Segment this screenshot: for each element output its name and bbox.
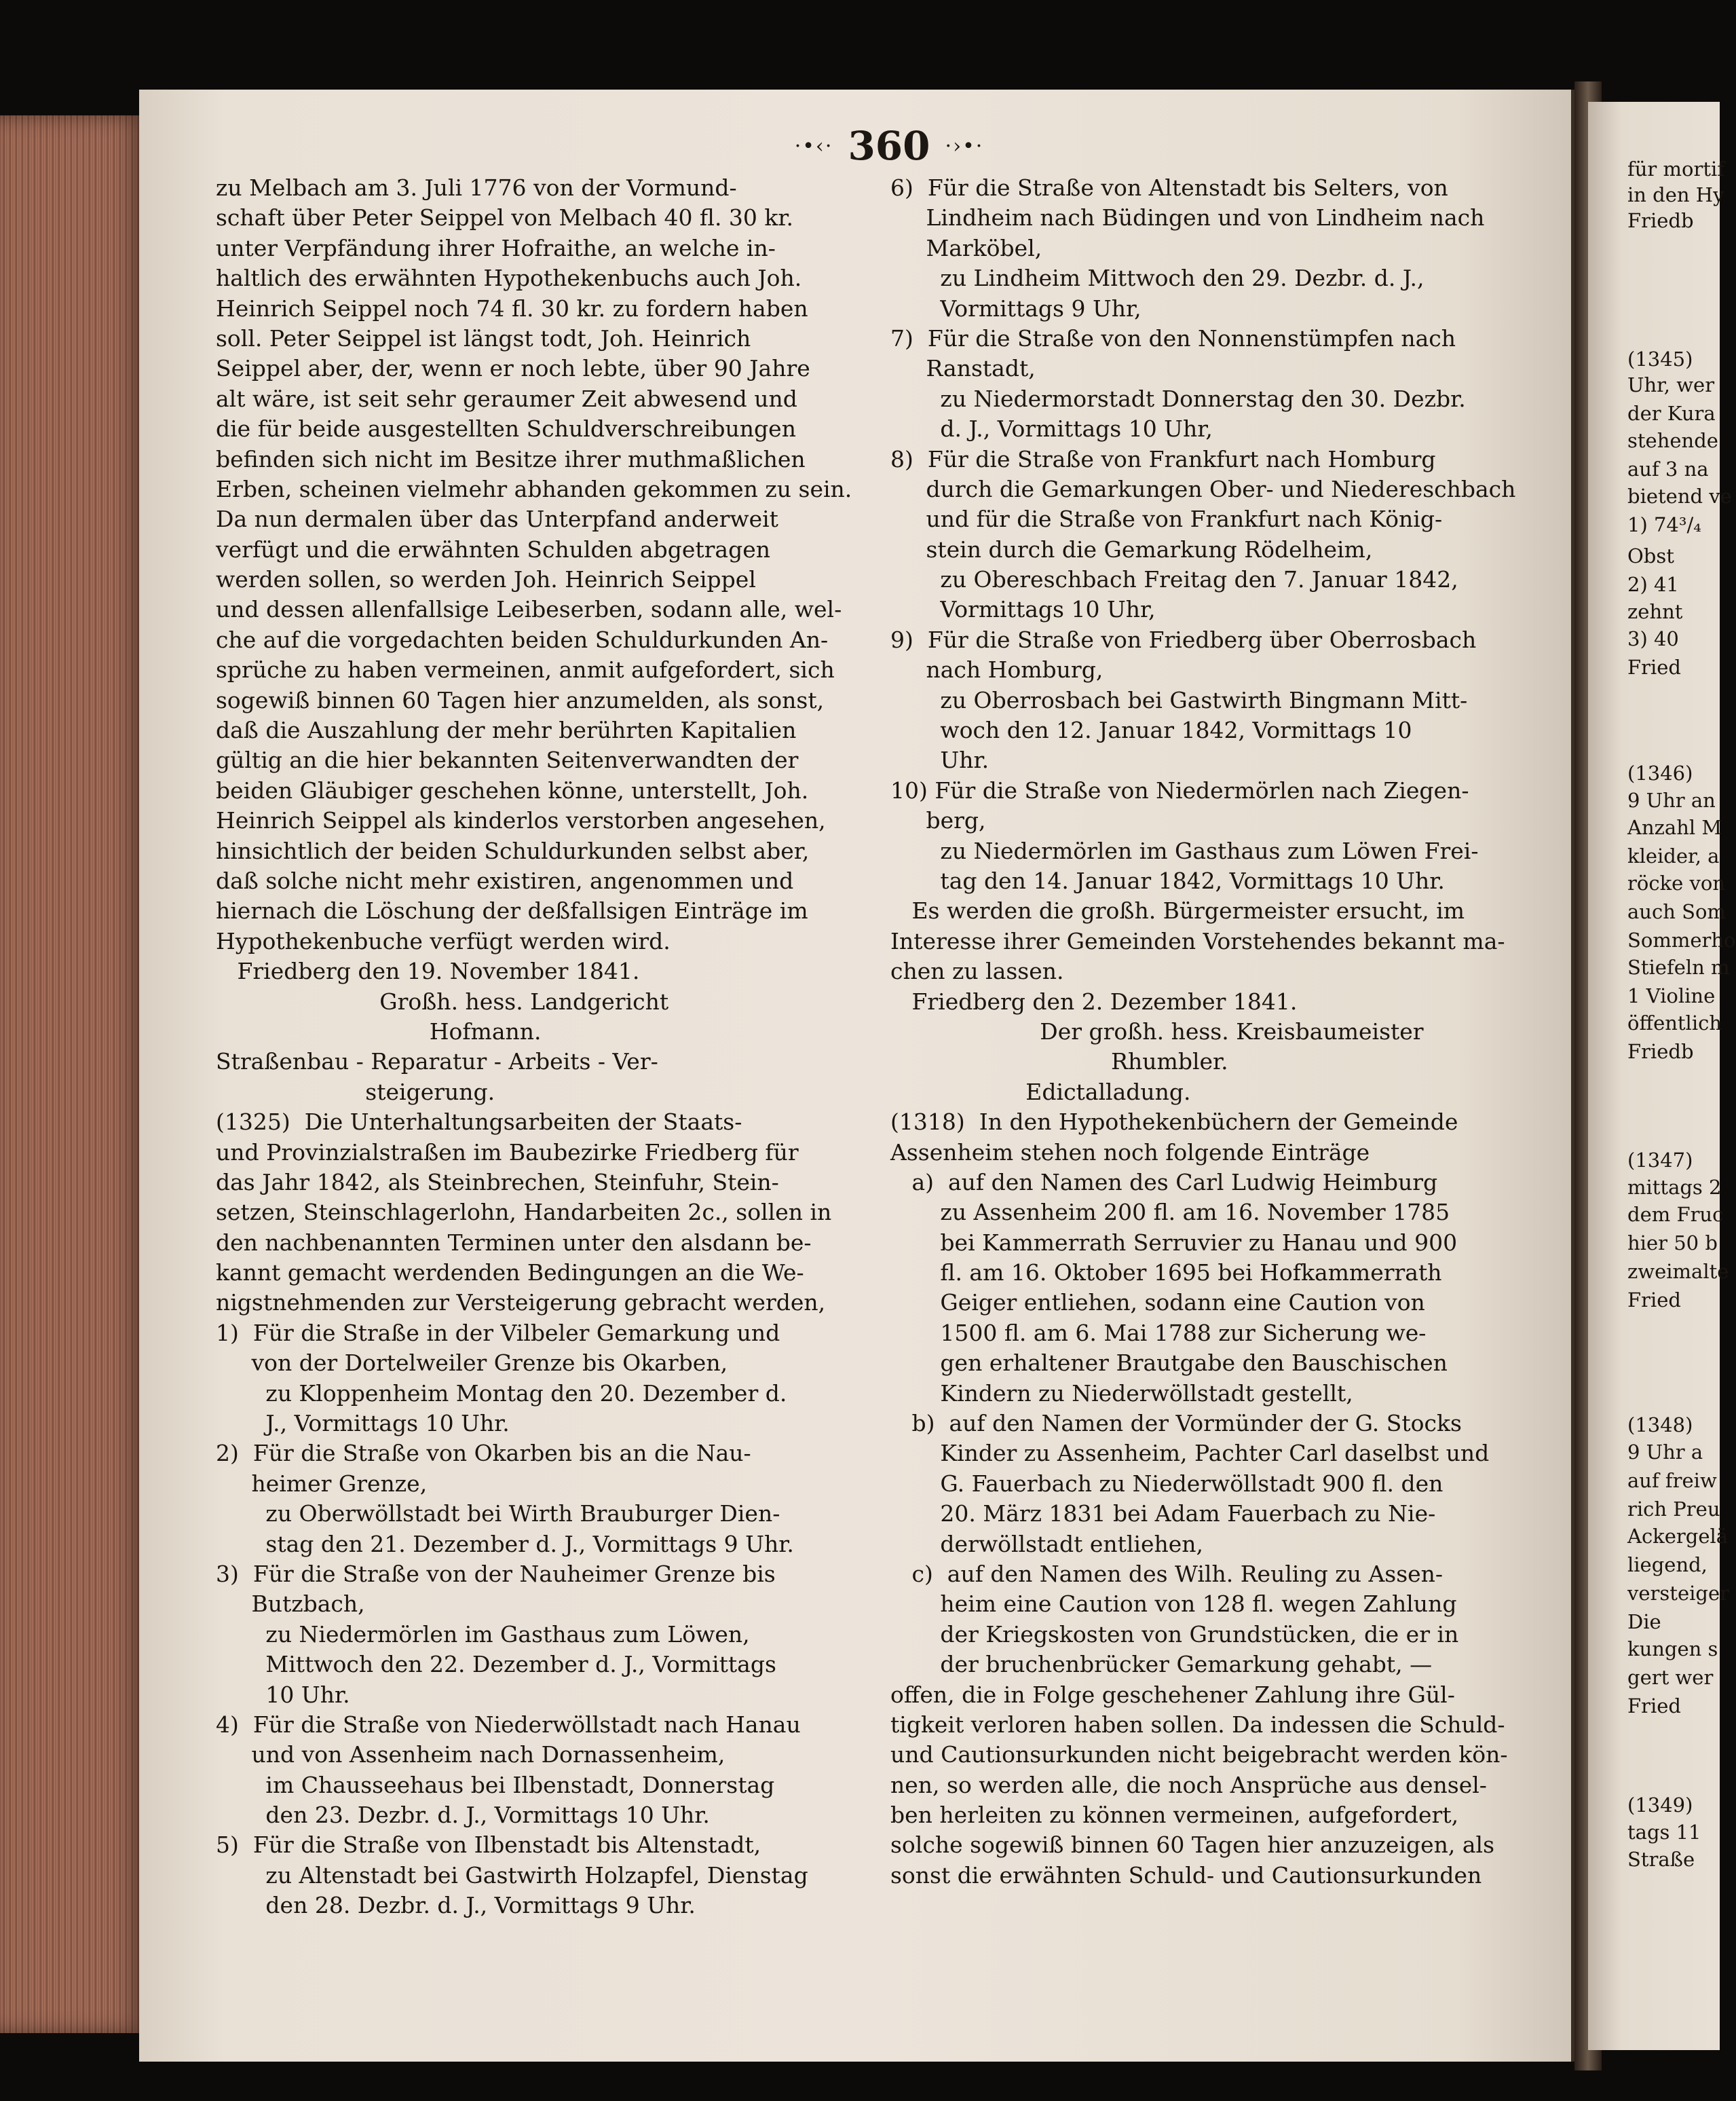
text-line: daß solche nicht mehr existiren, angenommen und: [216, 867, 794, 894]
next-page-line: Fried: [1627, 1694, 1681, 1717]
text-line: befinden sich nicht im Besitze ihrer muthmaßlichen: [216, 445, 806, 472]
text-line: J., Vormittags 10 Uhr.: [216, 1410, 510, 1437]
text-line: heimer Grenze,: [216, 1470, 428, 1497]
next-page-line: in den Hy: [1627, 183, 1724, 206]
text-line: Hofmann.: [216, 1018, 542, 1045]
next-page-line: 1) 74³/₄: [1627, 513, 1701, 536]
text-line: che auf die vorgedachten beiden Schuldurkunden An-: [216, 626, 829, 653]
next-page-line: Anzahl M: [1627, 816, 1722, 839]
next-page-line: Sommerho: [1627, 929, 1736, 952]
text-line: das Jahr 1842, als Steinbrechen, Steinfuhr, Stein-: [216, 1168, 779, 1195]
text-line: hinsichtlich der beiden Schuldurkunden selbst aber,: [216, 837, 810, 864]
text-line: Friedberg den 19. November 1841.: [216, 958, 640, 985]
text-line: zu Altenstadt bei Gastwirth Holzapfel, Dienstag: [216, 1861, 808, 1889]
next-page-line: rich Preu: [1627, 1498, 1720, 1521]
page-header: [747, 122, 1032, 170]
next-page-line: (1345): [1627, 348, 1693, 371]
text-line: die für beide ausgestellten Schuldverschreibungen: [216, 415, 796, 443]
text-line: heim eine Caution von 128 fl. wegen Zahlung: [890, 1591, 1457, 1618]
header-ornament-right: ·›•·: [945, 134, 984, 158]
text-line: und dessen allenfallsige Leibeserben, sodann alle, wel-: [216, 596, 842, 623]
text-line: 8) Für die Straße von Frankfurt nach Homburg: [890, 445, 1436, 472]
text-line: zu Kloppenheim Montag den 20. Dezember d.: [216, 1379, 787, 1407]
text-line: zu Niedermörlen im Gasthaus zum Löwen Frei-: [890, 837, 1479, 864]
text-line: gen erhaltener Brautgabe den Bauschischen: [890, 1350, 1448, 1377]
text-line: 4) Für die Straße von Niederwöllstadt nach Hanau: [216, 1711, 801, 1738]
next-page-line: Friedb: [1627, 1040, 1694, 1063]
text-line: bei Kammerrath Serruvier zu Hanau und 900: [890, 1229, 1458, 1256]
text-line: durch die Gemarkungen Ober- und Niedereschbach: [890, 475, 1516, 502]
text-line: 10) Für die Straße von Niedermörlen nach Ziegen-: [890, 777, 1469, 804]
text-line: Friedberg den 2. Dezember 1841.: [890, 988, 1298, 1015]
next-page-line: zehnt: [1627, 600, 1683, 623]
next-page-line: Uhr, wer: [1627, 373, 1715, 396]
text-line: daß die Auszahlung der mehr berührten Kapitalien: [216, 717, 797, 744]
text-line: nigstnehmenden zur Versteigerung gebracht werden,: [216, 1289, 826, 1316]
text-line: berg,: [890, 807, 986, 834]
text-line: sonst die erwähnten Schuld- und Cautionsurkunden: [890, 1861, 1482, 1889]
text-line: verfügt und die erwähnten Schulden abgetragen: [216, 536, 770, 563]
next-page-line: 2) 41: [1627, 573, 1679, 596]
text-line: offen, die in Folge geschehener Zahlung ihre Gül-: [890, 1681, 1455, 1708]
next-page-line: Stiefeln m: [1627, 956, 1730, 979]
next-page-line: versteiger: [1627, 1582, 1729, 1605]
text-line: 7) Für die Straße von den Nonnenstümpfen nach: [890, 324, 1456, 352]
next-page-line: liegend,: [1627, 1553, 1707, 1576]
next-page-line: Friedb: [1627, 209, 1694, 232]
text-line: Vormittags 9 Uhr,: [890, 295, 1141, 322]
text-line: zu Niedermörlen im Gasthaus zum Löwen,: [216, 1620, 750, 1648]
text-line: chen zu lassen.: [890, 958, 1064, 985]
text-line: schaft über Peter Seippel von Melbach 40 fl. 30 kr.: [216, 204, 794, 231]
next-page-line: 9 Uhr an: [1627, 789, 1716, 812]
right-text-column: [890, 173, 1515, 1891]
text-line: unter Verpfändung ihrer Hofraithe, an welche in-: [216, 234, 776, 261]
text-line: 2) Für die Straße von Okarben bis an die Nau-: [216, 1440, 751, 1467]
text-line: tigkeit verloren haben sollen. Da indessen die Schuld-: [890, 1711, 1505, 1738]
next-page-line: zweimalte: [1627, 1260, 1729, 1283]
text-line: Interesse ihrer Gemeinden Vorstehendes bekannt ma-: [890, 927, 1505, 954]
text-line: werden sollen, so werden Joh. Heinrich Seippel: [216, 566, 756, 593]
next-page-line: bietend ve: [1627, 485, 1732, 508]
text-line: 5) Für die Straße von Ilbenstadt bis Altenstadt,: [216, 1832, 761, 1859]
text-line: 3) Für die Straße von der Nauheimer Grenze bis: [216, 1560, 776, 1587]
text-line: b) auf den Namen der Vormünder der G. Stocks: [890, 1410, 1462, 1437]
text-line: und von Assenheim nach Dornassenheim,: [216, 1741, 725, 1768]
text-line: und für die Straße von Frankfurt nach König-: [890, 506, 1443, 533]
text-line: c) auf den Namen des Wilh. Reuling zu Assen-: [890, 1560, 1443, 1587]
text-line: Geiger entliehen, sodann eine Caution von: [890, 1289, 1425, 1316]
text-line: sprüche zu haben vermeinen, anmit aufgefordert, sich: [216, 656, 835, 684]
next-page-line: (1348): [1627, 1413, 1693, 1436]
text-line: (1318) In den Hypothekenbüchern der Gemeinde: [890, 1109, 1458, 1136]
next-page-line: röcke von: [1627, 872, 1726, 895]
text-line: stein durch die Gemarkung Rödelheim,: [890, 536, 1373, 563]
next-page-line: 3) 40: [1627, 627, 1679, 650]
text-line: gültig an die hier bekannten Seitenverwandten der: [216, 747, 799, 774]
text-line: haltlich des erwähnten Hypothekenbuchs auch Joh.: [216, 265, 802, 292]
text-line: hiernach die Löschung der deßfallsigen Einträge im: [216, 897, 808, 925]
text-line: sogewiß binnen 60 Tagen hier anzumelden, als sonst,: [216, 686, 825, 713]
text-line: Butzbach,: [216, 1591, 365, 1618]
text-line: Da nun dermalen über das Unterpfand anderweit: [216, 506, 778, 533]
text-line: beiden Gläubiger geschehen könne, unterstellt, Joh.: [216, 777, 809, 804]
next-page-line: für mortif: [1627, 157, 1724, 181]
text-line: d. J., Vormittags 10 Uhr,: [890, 415, 1213, 443]
text-line: den nachbenannten Terminen unter den alsdann be-: [216, 1229, 812, 1256]
next-page-line: auf 3 na: [1627, 458, 1709, 481]
text-line: fl. am 16. Oktober 1695 bei Hofkammerrath: [890, 1259, 1442, 1286]
text-line: Mittwoch den 22. Dezember d. J., Vormittags: [216, 1651, 776, 1678]
next-page-line: auch Som: [1627, 900, 1726, 923]
page-number: 360: [848, 123, 930, 169]
next-page-line: öffentlich: [1627, 1011, 1722, 1035]
next-page-line: Fried: [1627, 656, 1681, 679]
text-line: Großh. hess. Landgericht: [216, 988, 669, 1015]
text-line: den 23. Dezbr. d. J., Vormittags 10 Uhr.: [216, 1802, 710, 1829]
text-line: und Cautionsurkunden nicht beigebracht werden kön-: [890, 1741, 1508, 1768]
text-line: tag den 14. Januar 1842, Vormittags 10 Uhr.: [890, 867, 1445, 894]
text-line: ben herleiten zu können vermeinen, aufgefordert,: [890, 1802, 1459, 1829]
text-line: Seippel aber, der, wenn er noch lebte, über 90 Jahre: [216, 355, 810, 382]
next-page-line: tags 11: [1627, 1821, 1701, 1844]
text-line: Kinder zu Assenheim, Pachter Carl daselbst und: [890, 1440, 1490, 1467]
text-line: 6) Für die Straße von Altenstadt bis Selters, von: [890, 174, 1448, 201]
next-page-line: Fried: [1627, 1288, 1681, 1312]
text-line: (1325) Die Unterhaltungsarbeiten der Staats-: [216, 1109, 742, 1136]
text-line: Heinrich Seippel noch 74 fl. 30 kr. zu fordern haben: [216, 295, 808, 322]
text-line: zu Assenheim 200 fl. am 16. November 1785: [890, 1199, 1450, 1226]
text-line: zu Niedermorstadt Donnerstag den 30. Dezbr.: [890, 385, 1466, 412]
next-page-line: dem Fruc: [1627, 1203, 1724, 1226]
text-line: der Kriegskosten von Grundstücken, die er in: [890, 1620, 1459, 1648]
next-page-line: 9 Uhr a: [1627, 1440, 1703, 1464]
text-line: Hypothekenbuche verfügt werden wird.: [216, 927, 671, 954]
next-page-line: kungen s: [1627, 1637, 1718, 1660]
text-line: 10 Uhr.: [216, 1681, 350, 1708]
text-line: nach Homburg,: [890, 656, 1103, 684]
text-line: Der großh. hess. Kreisbaumeister: [890, 1018, 1424, 1045]
text-line: solche sogewiß binnen 60 Tagen hier anzuzeigen, als: [890, 1832, 1495, 1859]
text-line: und Provinzialstraßen im Baubezirke Friedberg für: [216, 1138, 799, 1166]
text-line: der bruchenbrücker Gemarkung gehabt, —: [890, 1651, 1433, 1678]
text-line: den 28. Dezbr. d. J., Vormittags 9 Uhr.: [216, 1892, 696, 1919]
text-line: a) auf den Namen des Carl Ludwig Heimburg: [890, 1168, 1438, 1195]
text-line: Straßenbau - Reparatur - Arbeits - Ver-: [216, 1048, 658, 1075]
text-line: Erben, scheinen vielmehr abhanden gekommen zu sein.: [216, 475, 852, 502]
text-line: zu Melbach am 3. Juli 1776 von der Vormund-: [216, 174, 737, 201]
next-page-line: stehende: [1627, 429, 1718, 452]
text-line: kannt gemacht werdenden Bedingungen an die We-: [216, 1259, 804, 1286]
next-page-line: Straße: [1627, 1848, 1695, 1871]
text-line: nen, so werden alle, die noch Ansprüche aus densel-: [890, 1771, 1487, 1798]
text-line: 9) Für die Straße von Friedberg über Oberrosbach: [890, 626, 1477, 653]
text-line: Rhumbler.: [890, 1048, 1228, 1075]
next-page-line: (1349): [1627, 1793, 1693, 1817]
next-page-line: Obst: [1627, 544, 1674, 568]
text-line: Lindheim nach Büdingen und von Lindheim nach: [890, 204, 1485, 231]
next-page-line: gert wer: [1627, 1666, 1714, 1689]
next-page-line: der Kura: [1627, 402, 1716, 425]
text-line: 1500 fl. am 6. Mai 1788 zur Sicherung we-: [890, 1319, 1427, 1346]
next-page-line: auf freiw: [1627, 1469, 1717, 1492]
next-page-line: kleider, a: [1627, 844, 1720, 868]
text-line: Vormittags 10 Uhr,: [890, 596, 1156, 623]
text-line: Ranstadt,: [890, 355, 1036, 382]
text-line: Heinrich Seippel als kinderlos verstorben angesehen,: [216, 807, 826, 834]
text-line: Kindern zu Niederwöllstadt gestellt,: [890, 1379, 1353, 1407]
text-line: im Chausseehaus bei Ilbenstadt, Donnerstag: [216, 1771, 775, 1798]
next-page-line: (1346): [1627, 762, 1693, 785]
next-page-line: (1347): [1627, 1149, 1693, 1172]
text-line: 20. März 1831 bei Adam Fauerbach zu Nie-: [890, 1500, 1436, 1527]
text-line: stag den 21. Dezember d. J., Vormittags 9 Uhr.: [216, 1530, 794, 1557]
text-line: derwöllstadt entliehen,: [890, 1530, 1204, 1557]
header-ornament-left: ·•‹·: [794, 134, 833, 158]
text-line: soll. Peter Seippel ist längst todt, Joh. Heinrich: [216, 324, 751, 352]
text-line: Edictalladung.: [890, 1078, 1191, 1105]
next-page-line: 1 Violine: [1627, 984, 1716, 1007]
next-page-line: Die: [1627, 1610, 1661, 1633]
text-line: Es werden die großh. Bürgermeister ersucht, im: [890, 897, 1465, 925]
text-line: setzen, Steinschlagerlohn, Handarbeiten 2c., sollen in: [216, 1199, 832, 1226]
text-line: Assenheim stehen noch folgende Einträge: [890, 1138, 1370, 1166]
text-line: woch den 12. Januar 1842, Vormittags 10: [890, 717, 1412, 744]
text-line: Marköbel,: [890, 234, 1042, 261]
text-line: zu Oberrosbach bei Gastwirth Bingmann Mitt-: [890, 686, 1468, 713]
next-page-line: hier 50 b: [1627, 1231, 1718, 1254]
text-line: G. Fauerbach zu Niederwöllstadt 900 fl. den: [890, 1470, 1443, 1497]
text-line: zu Oberwöllstadt bei Wirth Brauburger Dien-: [216, 1500, 780, 1527]
text-line: zu Obereschbach Freitag den 7. Januar 1842,: [890, 566, 1458, 593]
next-page-line: Ackergelä: [1627, 1525, 1729, 1548]
text-line: Uhr.: [890, 747, 989, 774]
text-line: zu Lindheim Mittwoch den 29. Dezbr. d. J.,: [890, 265, 1424, 292]
left-text-column: [216, 173, 852, 1921]
book-page-edge: [0, 115, 146, 2033]
next-page-line: mittags 2: [1627, 1176, 1722, 1199]
text-line: 1) Für die Straße in der Vilbeler Gemarkung und: [216, 1319, 780, 1346]
text-line: alt wäre, ist seit sehr geraumer Zeit abwesend und: [216, 385, 797, 412]
text-line: von der Dortelweiler Grenze bis Okarben,: [216, 1350, 728, 1377]
text-line: steigerung.: [216, 1078, 495, 1105]
